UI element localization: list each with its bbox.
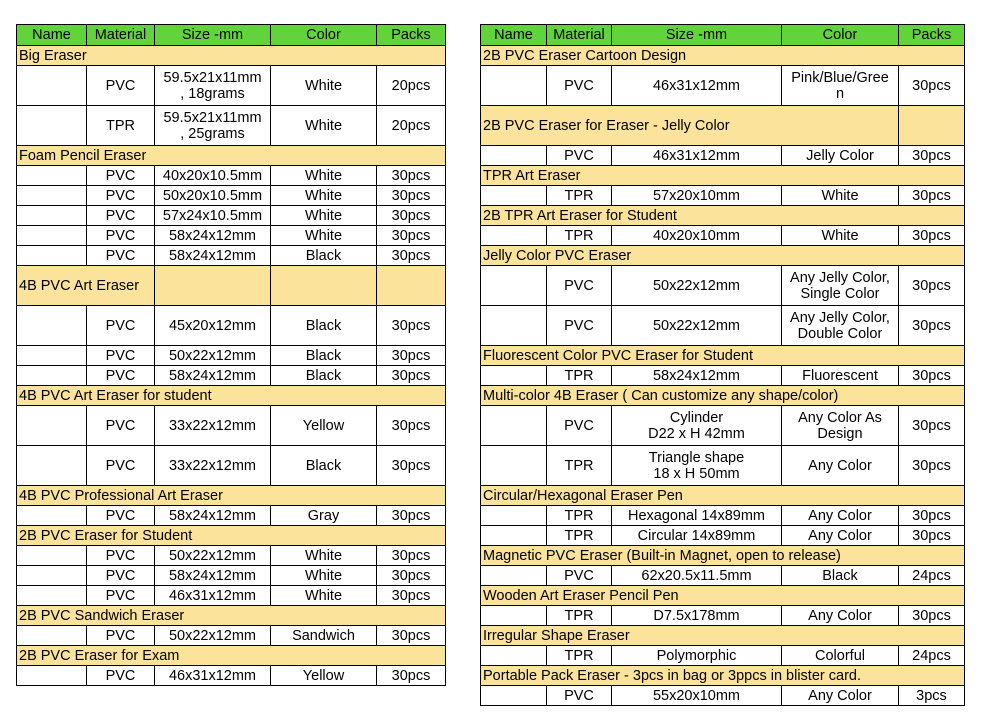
cell-color: Any Color — [782, 506, 899, 526]
cell-name — [17, 666, 87, 686]
cell-size: 45x20x12mm — [155, 306, 271, 346]
product-row — [17, 186, 446, 206]
cell-name — [481, 146, 547, 166]
left-product-table — [16, 24, 446, 686]
product-row — [481, 566, 965, 586]
cell-material: TPR — [547, 606, 612, 626]
cell-size: 46x31x12mm — [155, 666, 271, 686]
cell-material: PVC — [87, 226, 155, 246]
cell-name — [481, 606, 547, 626]
section-row — [481, 626, 965, 646]
product-row — [481, 446, 965, 486]
cell-material: PVC — [87, 586, 155, 606]
cell-packs: 30pcs — [899, 506, 965, 526]
cell-color: White — [271, 166, 377, 186]
header-row — [481, 25, 965, 46]
cell-size: 58x24x12mm — [155, 566, 271, 586]
cell-size: 50x20x10.5mm — [155, 186, 271, 206]
cell-packs: 30pcs — [377, 546, 446, 566]
cell-packs: 30pcs — [377, 366, 446, 386]
product-row — [17, 546, 446, 566]
cell-size: 33x22x12mm — [155, 446, 271, 486]
cell-color: Black — [782, 566, 899, 586]
cell-name — [481, 186, 547, 206]
column-header-color: Color — [271, 25, 377, 46]
product-row — [481, 606, 965, 626]
cell-material: TPR — [547, 446, 612, 486]
section-row — [17, 266, 446, 306]
product-row — [17, 446, 446, 486]
cell-size: 50x22x12mm — [155, 346, 271, 366]
product-row — [17, 106, 446, 146]
section-empty-cell — [271, 266, 377, 306]
cell-color: Yellow — [271, 666, 377, 686]
cell-name — [17, 566, 87, 586]
cell-packs: 30pcs — [377, 566, 446, 586]
cell-color: White — [271, 566, 377, 586]
section-row — [481, 666, 965, 686]
cell-material: PVC — [87, 166, 155, 186]
cell-size: 58x24x12mm — [155, 506, 271, 526]
cell-name — [17, 366, 87, 386]
section-empty-cell — [899, 106, 965, 146]
cell-packs: 30pcs — [377, 206, 446, 226]
product-row — [481, 66, 965, 106]
cell-packs: 20pcs — [377, 106, 446, 146]
cell-material: PVC — [87, 446, 155, 486]
cell-size: 33x22x12mm — [155, 406, 271, 446]
cell-color: Any Color — [782, 606, 899, 626]
cell-size: 40x20x10mm — [612, 226, 782, 246]
cell-color: Jelly Color — [782, 146, 899, 166]
product-row — [17, 666, 446, 686]
section-title: Foam Pencil Eraser — [17, 146, 446, 166]
cell-name — [17, 166, 87, 186]
cell-size: Circular 14x89mm — [612, 526, 782, 546]
cell-name — [17, 446, 87, 486]
cell-material: PVC — [547, 306, 612, 346]
cell-packs: 30pcs — [899, 66, 965, 106]
cell-packs: 30pcs — [899, 606, 965, 626]
cell-size: D7.5x178mm — [612, 606, 782, 626]
section-row — [481, 206, 965, 226]
cell-color: Any Jelly Color, Single Color — [782, 266, 899, 306]
cell-packs: 30pcs — [377, 186, 446, 206]
cell-material: PVC — [87, 306, 155, 346]
cell-material: PVC — [547, 66, 612, 106]
section-title: Irregular Shape Eraser — [481, 626, 965, 646]
cell-color: White — [271, 106, 377, 146]
section-row — [17, 646, 446, 666]
cell-color: Black — [271, 246, 377, 266]
cell-size: 50x22x12mm — [155, 626, 271, 646]
cell-size: 62x20.5x11.5mm — [612, 566, 782, 586]
cell-color: White — [271, 66, 377, 106]
cell-material: PVC — [87, 666, 155, 686]
cell-size: 50x22x12mm — [155, 546, 271, 566]
section-row — [17, 146, 446, 166]
column-header-packs: Packs — [899, 25, 965, 46]
product-row — [17, 66, 446, 106]
cell-name — [17, 506, 87, 526]
cell-size: 50x22x12mm — [612, 266, 782, 306]
cell-color: Any Color As Design — [782, 406, 899, 446]
cell-name — [17, 586, 87, 606]
cell-name — [481, 226, 547, 246]
cell-packs: 30pcs — [377, 226, 446, 246]
cell-material: PVC — [87, 406, 155, 446]
cell-size: Cylinder D22 x H 42mm — [612, 406, 782, 446]
cell-name — [481, 646, 547, 666]
cell-color: White — [271, 186, 377, 206]
section-title: Circular/Hexagonal Eraser Pen — [481, 486, 965, 506]
cell-name — [481, 686, 547, 706]
cell-color: Pink/Blue/Gree n — [782, 66, 899, 106]
cell-size: 55x20x10mm — [612, 686, 782, 706]
section-title: Jelly Color PVC Eraser — [481, 246, 965, 266]
section-row — [481, 486, 965, 506]
cell-name — [481, 446, 547, 486]
cell-packs: 30pcs — [377, 246, 446, 266]
cell-size: 58x24x12mm — [612, 366, 782, 386]
product-row — [17, 246, 446, 266]
product-row — [481, 506, 965, 526]
cell-size: 50x22x12mm — [612, 306, 782, 346]
section-title: 4B PVC Art Eraser for student — [17, 386, 446, 406]
cell-color: Black — [271, 306, 377, 346]
cell-packs: 30pcs — [899, 306, 965, 346]
cell-name — [481, 566, 547, 586]
cell-material: PVC — [87, 66, 155, 106]
cell-color: Yellow — [271, 406, 377, 446]
cell-packs: 30pcs — [377, 346, 446, 366]
cell-name — [17, 546, 87, 566]
product-row — [17, 346, 446, 366]
cell-material: TPR — [547, 526, 612, 546]
section-title: TPR Art Eraser — [481, 166, 965, 186]
cell-material: TPR — [547, 186, 612, 206]
cell-name — [17, 66, 87, 106]
right-product-table — [480, 24, 965, 706]
header-row — [17, 25, 446, 46]
section-row — [481, 46, 965, 66]
product-row — [17, 566, 446, 586]
cell-color: Fluorescent — [782, 366, 899, 386]
cell-name — [17, 346, 87, 366]
cell-name — [481, 66, 547, 106]
cell-material: TPR — [547, 646, 612, 666]
cell-packs: 20pcs — [377, 66, 446, 106]
section-row — [17, 606, 446, 626]
section-title: Portable Pack Eraser - 3pcs in bag or 3ppcs in blister card. — [481, 666, 965, 686]
product-row — [17, 366, 446, 386]
cell-packs: 30pcs — [377, 446, 446, 486]
cell-color: Any Color — [782, 446, 899, 486]
cell-color: Black — [271, 366, 377, 386]
section-row — [481, 246, 965, 266]
section-title: 2B PVC Eraser for Student — [17, 526, 446, 546]
cell-material: PVC — [547, 266, 612, 306]
product-row — [17, 626, 446, 646]
cell-packs: 30pcs — [899, 366, 965, 386]
column-header-material: Material — [547, 25, 612, 46]
product-row — [481, 266, 965, 306]
cell-packs: 30pcs — [899, 406, 965, 446]
column-header-name: Name — [481, 25, 547, 46]
section-title: 2B PVC Sandwich Eraser — [17, 606, 446, 626]
cell-size: 59.5x21x11mm , 18grams — [155, 66, 271, 106]
cell-size: Polymorphic — [612, 646, 782, 666]
section-title: 2B PVC Eraser for Exam — [17, 646, 446, 666]
cell-material: PVC — [87, 506, 155, 526]
product-row — [17, 166, 446, 186]
column-header-packs: Packs — [377, 25, 446, 46]
cell-color: White — [782, 186, 899, 206]
product-row — [17, 506, 446, 526]
cell-size: 57x20x10mm — [612, 186, 782, 206]
cell-packs: 30pcs — [377, 586, 446, 606]
cell-material: PVC — [547, 406, 612, 446]
section-title: 2B PVC Eraser for Eraser - Jelly Color — [481, 106, 899, 146]
cell-size: 46x31x12mm — [612, 66, 782, 106]
column-header-name: Name — [17, 25, 87, 46]
cell-packs: 3pcs — [899, 686, 965, 706]
product-row — [481, 146, 965, 166]
product-row — [481, 686, 965, 706]
cell-packs: 30pcs — [377, 666, 446, 686]
cell-color: White — [782, 226, 899, 246]
section-title: 4B PVC Art Eraser — [17, 266, 155, 306]
product-row — [481, 226, 965, 246]
cell-material: PVC — [87, 346, 155, 366]
product-row — [481, 306, 965, 346]
section-row — [17, 386, 446, 406]
cell-size: 57x24x10.5mm — [155, 206, 271, 226]
cell-name — [481, 366, 547, 386]
section-title: Big Eraser — [17, 46, 446, 66]
product-row — [17, 586, 446, 606]
cell-size: 40x20x10.5mm — [155, 166, 271, 186]
cell-name — [17, 226, 87, 246]
section-row — [481, 586, 965, 606]
section-title: 2B TPR Art Eraser for Student — [481, 206, 965, 226]
cell-size: 46x31x12mm — [612, 146, 782, 166]
product-row — [481, 526, 965, 546]
cell-name — [481, 266, 547, 306]
cell-material: TPR — [547, 506, 612, 526]
cell-packs: 30pcs — [377, 626, 446, 646]
section-row — [481, 546, 965, 566]
product-row — [17, 206, 446, 226]
cell-color: White — [271, 546, 377, 566]
cell-material: PVC — [547, 686, 612, 706]
cell-name — [17, 406, 87, 446]
cell-packs: 24pcs — [899, 566, 965, 586]
cell-name — [481, 506, 547, 526]
cell-packs: 24pcs — [899, 646, 965, 666]
cell-name — [17, 246, 87, 266]
section-empty-cell — [155, 266, 271, 306]
column-header-size: Size -mm — [612, 25, 782, 46]
cell-color: Any Color — [782, 686, 899, 706]
section-row — [17, 46, 446, 66]
product-row — [17, 226, 446, 246]
cell-name — [481, 406, 547, 446]
cell-name — [481, 306, 547, 346]
cell-packs: 30pcs — [899, 186, 965, 206]
cell-color: Black — [271, 346, 377, 366]
cell-size: 59.5x21x11mm , 25grams — [155, 106, 271, 146]
section-title: Magnetic PVC Eraser (Built-in Magnet, open to release) — [481, 546, 965, 566]
cell-name — [481, 526, 547, 546]
cell-color: White — [271, 206, 377, 226]
cell-color: White — [271, 586, 377, 606]
cell-packs: 30pcs — [899, 526, 965, 546]
cell-name — [17, 186, 87, 206]
product-row — [481, 366, 965, 386]
section-title: 4B PVC Professional Art Eraser — [17, 486, 446, 506]
section-row — [481, 106, 965, 146]
product-row — [17, 406, 446, 446]
cell-material: TPR — [87, 106, 155, 146]
cell-name — [17, 206, 87, 226]
column-header-material: Material — [87, 25, 155, 46]
cell-packs: 30pcs — [377, 406, 446, 446]
product-row — [481, 646, 965, 666]
column-header-color: Color — [782, 25, 899, 46]
cell-material: PVC — [87, 366, 155, 386]
section-row — [481, 346, 965, 366]
section-title: Multi-color 4B Eraser ( Can customize any shape/color) — [481, 386, 965, 406]
column-header-size: Size -mm — [155, 25, 271, 46]
cell-size: Hexagonal 14x89mm — [612, 506, 782, 526]
product-row — [481, 186, 965, 206]
section-title: Fluorescent Color PVC Eraser for Student — [481, 346, 965, 366]
cell-color: Black — [271, 446, 377, 486]
cell-material: PVC — [87, 246, 155, 266]
cell-material: TPR — [547, 366, 612, 386]
cell-packs: 30pcs — [899, 146, 965, 166]
cell-packs: 30pcs — [899, 226, 965, 246]
cell-material: TPR — [547, 226, 612, 246]
cell-material: PVC — [547, 566, 612, 586]
cell-color: Any Color — [782, 526, 899, 546]
cell-size: 58x24x12mm — [155, 246, 271, 266]
cell-packs: 30pcs — [899, 266, 965, 306]
cell-size: 46x31x12mm — [155, 586, 271, 606]
cell-color: Any Jelly Color, Double Color — [782, 306, 899, 346]
section-row — [17, 486, 446, 506]
cell-size: Triangle shape 18 x H 50mm — [612, 446, 782, 486]
cell-color: Sandwich — [271, 626, 377, 646]
section-row — [481, 166, 965, 186]
cell-name — [17, 106, 87, 146]
cell-color: Gray — [271, 506, 377, 526]
cell-color: Colorful — [782, 646, 899, 666]
cell-packs: 30pcs — [377, 306, 446, 346]
product-row — [481, 406, 965, 446]
cell-packs: 30pcs — [377, 506, 446, 526]
cell-packs: 30pcs — [899, 446, 965, 486]
section-row — [481, 386, 965, 406]
section-title: Wooden Art Eraser Pencil Pen — [481, 586, 965, 606]
cell-name — [17, 306, 87, 346]
section-title: 2B PVC Eraser Cartoon Design — [481, 46, 965, 66]
cell-material: PVC — [87, 626, 155, 646]
cell-size: 58x24x12mm — [155, 226, 271, 246]
cell-material: PVC — [547, 146, 612, 166]
section-empty-cell — [377, 266, 446, 306]
cell-material: PVC — [87, 186, 155, 206]
cell-name — [17, 626, 87, 646]
cell-material: PVC — [87, 546, 155, 566]
cell-material: PVC — [87, 566, 155, 586]
cell-packs: 30pcs — [377, 166, 446, 186]
cell-material: PVC — [87, 206, 155, 226]
cell-color: White — [271, 226, 377, 246]
cell-size: 58x24x12mm — [155, 366, 271, 386]
product-row — [17, 306, 446, 346]
section-row — [17, 526, 446, 546]
